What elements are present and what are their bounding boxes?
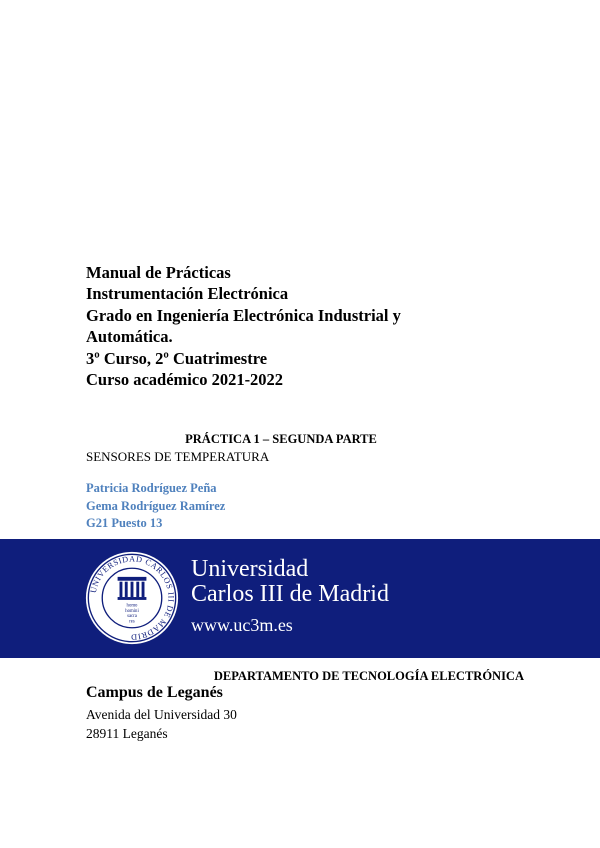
- title-line: Manual de Prácticas: [86, 263, 231, 282]
- university-seal-icon: [84, 550, 180, 646]
- author-name: Gema Rodríguez Ramírez: [86, 498, 226, 513]
- address-block: [86, 705, 237, 743]
- seal-motto-line: sacra: [127, 614, 137, 620]
- practica-title: PRÁCTICA 1 – SEGUNDA PARTE: [185, 432, 377, 446]
- title-line: Automática.: [86, 327, 173, 347]
- university-banner: [0, 539, 600, 658]
- department-name: DEPARTAMENTO DE TECNOLOGÍA ELECTRÓNICA: [213, 669, 524, 683]
- group-seat: G21 Puesto 13: [86, 516, 163, 530]
- university-url: www.uc3m.es: [191, 615, 293, 635]
- seal-motto-line: homo: [126, 603, 138, 609]
- practica-subtitle: SENSORES DE TEMPERATURA: [86, 449, 270, 464]
- address-line: Avenida del Universidad 30: [86, 707, 237, 722]
- university-name: [191, 557, 389, 607]
- author-name: Patricia Rodríguez Peña: [86, 481, 217, 495]
- university-name-line: Carlos III de Madrid: [191, 581, 389, 607]
- manual-title-block: [86, 262, 401, 390]
- seal-ring-text: UNIVERSIDAD CARLOS III DE MADRID: [88, 554, 176, 642]
- address-line: 28911 Leganés: [86, 726, 168, 741]
- title-line: Curso académico 2021-2022: [86, 370, 284, 390]
- seal-motto-line: homini: [125, 608, 139, 614]
- title-line: Instrumentación Electrónica: [86, 284, 289, 304]
- title-line: Grado en Ingeniería Electrónica Industrial y: [86, 305, 401, 325]
- university-name-line: Universidad: [191, 556, 309, 582]
- title-line: 3º Curso, 2º Cuatrimestre: [86, 348, 268, 368]
- authors-block: [86, 480, 225, 533]
- campus-name: Campus de Leganés: [86, 684, 223, 701]
- seal-motto-line: res: [129, 619, 135, 625]
